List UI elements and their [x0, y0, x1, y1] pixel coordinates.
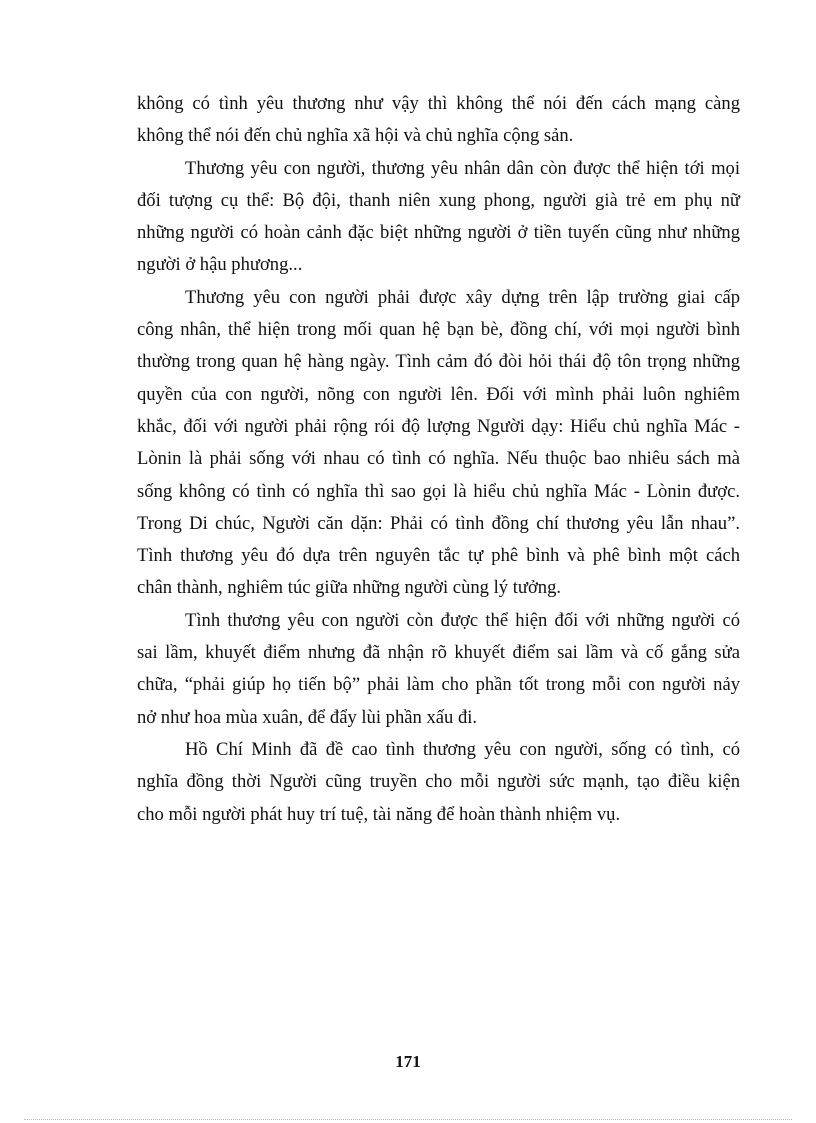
text-line: chữa, “phải giúp họ tiến bộ” phải làm cho phần tốt trong mỗi con người nảy — [137, 674, 740, 696]
document-body — [137, 88, 740, 831]
page-number: 171 — [395, 1052, 421, 1071]
text-line: nghĩa đồng thời Người cũng truyền cho mỗi người sức mạnh, tạo điều kiện — [137, 771, 740, 793]
text-line: Trong Di chúc, Người căn dặn: Phải có tình đồng chí thương yêu lẫn nhau”. — [137, 512, 740, 534]
text-line: Thương yêu con người phải được xây dựng trên lập trường giai cấp — [185, 286, 740, 308]
paragraph — [137, 88, 740, 153]
text-line: người ở hậu phương... — [137, 254, 303, 276]
text-line: khắc, đối với người phải rộng rói độ lượng Người dạy: Hiểu chủ nghĩa Mác - — [137, 415, 740, 437]
text-line: sống không có tình có nghĩa thì sao gọi là hiểu chủ nghĩa Mác - Lònin được. — [137, 480, 740, 502]
paragraph — [137, 282, 740, 605]
text-line: quyền của con người, nõng con người lên. Đối với mình phải luôn nghiêm — [137, 383, 740, 405]
text-line: công nhân, thể hiện trong mối quan hệ bạn bè, đồng chí, với mọi người bình — [137, 319, 740, 341]
text-line: sai lầm, khuyết điểm nhưng đã nhận rõ khuyết điểm sai lầm và cố gắng sửa — [137, 642, 740, 664]
page-border-divider — [24, 1119, 792, 1120]
text-line: chân thành, nghiêm túc giữa những người cùng lý tưởng. — [137, 577, 562, 599]
text-line: cho mỗi người phát huy trí tuệ, tài năng để hoàn thành nhiệm vụ. — [137, 803, 621, 825]
text-line: đối tượng cụ thể: Bộ đội, thanh niên xung phong, người già trẻ em phụ nữ — [137, 189, 740, 211]
text-line: nở như hoa mùa xuân, để đẩy lùi phần xấu đi. — [137, 706, 478, 728]
paragraph — [137, 153, 740, 282]
text-line: Tình thương yêu đó dựa trên nguyên tắc tự phê bình và phê bình một cách — [137, 545, 740, 567]
text-line: Lònin là phải sống với nhau có tình có nghĩa. Nếu thuộc bao nhiêu sách mà — [137, 448, 740, 470]
paragraph — [137, 605, 740, 734]
paragraph — [137, 734, 740, 831]
text-line: những người có hoàn cảnh đặc biệt những người ở tiền tuyến cũng như những — [137, 222, 740, 244]
text-line: Tình thương yêu con người còn được thể hiện đối với những người có — [185, 609, 740, 631]
text-line: Thương yêu con người, thương yêu nhân dân còn được thể hiện tới mọi — [185, 157, 740, 179]
text-line: không thể nói đến chủ nghĩa xã hội và chủ nghĩa cộng sản. — [137, 125, 574, 147]
text-line: không có tình yêu thương như vậy thì không thể nói đến cách mạng càng — [137, 93, 740, 114]
text-line: thường trong quan hệ hàng ngày. Tình cảm đó đòi hỏi thái độ tôn trọng những — [137, 351, 740, 373]
text-line: Hồ Chí Minh đã đề cao tình thương yêu con người, sống có tình, có — [185, 738, 740, 760]
